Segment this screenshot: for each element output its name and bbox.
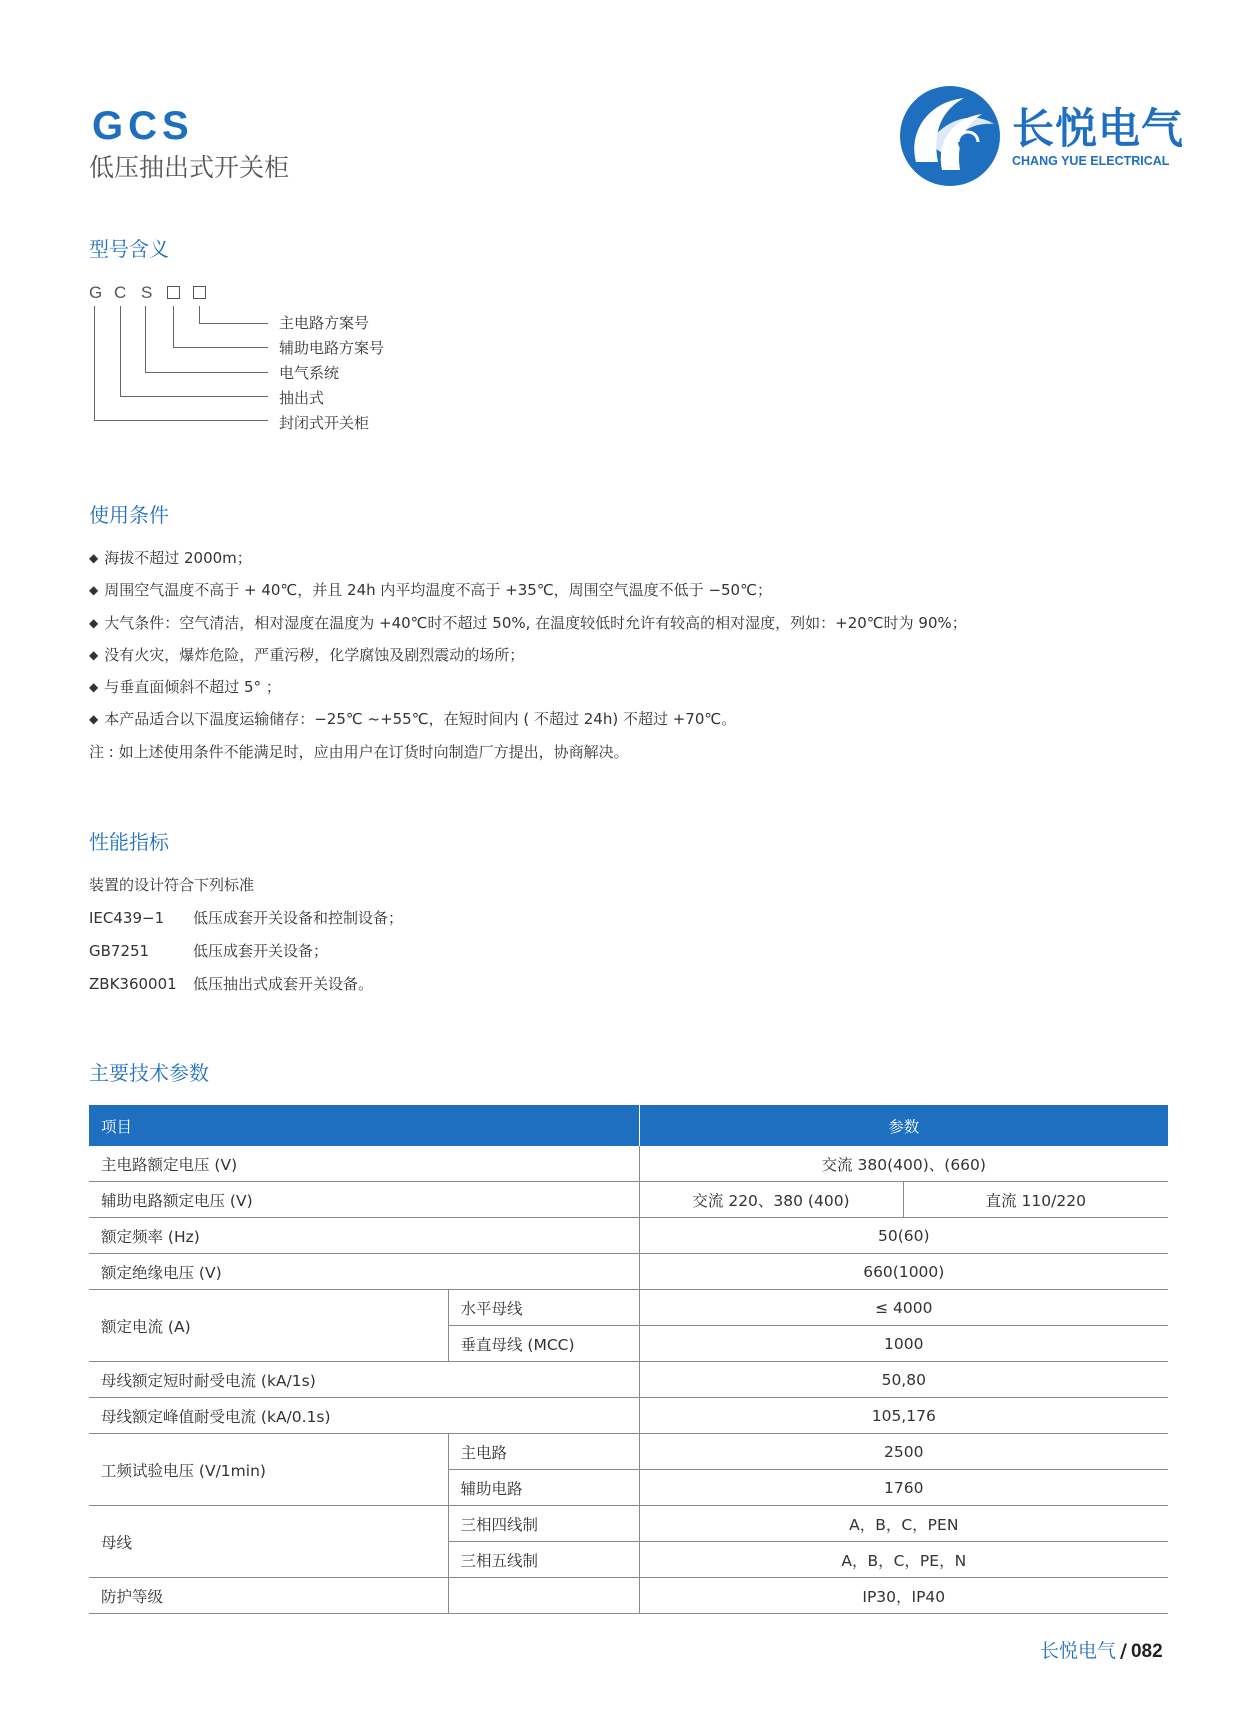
company-name-en: CHANG YUE ELECTRICAL: [1012, 154, 1170, 168]
table-header-row: [89, 1105, 1168, 1146]
param-label: 工频试验电压 (V/1min): [89, 1434, 448, 1506]
param-value: 50(60): [639, 1218, 1168, 1254]
model-label-main-circuit: 主电路方案号: [279, 314, 370, 332]
param-label: 主电路额定电压 (V): [89, 1146, 639, 1182]
tree-line: [173, 306, 174, 348]
param-label: 母线额定短时耐受电流 (kA/1s): [89, 1362, 639, 1398]
param-value: 50,80: [639, 1362, 1168, 1398]
code-placeholder-box: [193, 286, 206, 299]
table-header-value: 参数: [639, 1105, 1168, 1146]
company-name-cn: 长悦电气: [1012, 104, 1185, 153]
standard-code: GB7251: [89, 942, 150, 960]
tree-line: [199, 306, 200, 324]
tree-line: [199, 323, 268, 324]
tree-line: [173, 347, 268, 348]
standard-code: IEC439−1: [89, 909, 165, 927]
param-sublabel: 辅助电路: [448, 1470, 639, 1506]
param-label: 防护等级: [89, 1578, 448, 1614]
section-title-conditions: 使用条件: [89, 503, 169, 527]
param-value: IP30，IP40: [639, 1578, 1168, 1614]
param-sublabel: 主电路: [448, 1434, 639, 1470]
tree-line: [120, 306, 121, 397]
standard-desc: 低压成套开关设备；: [193, 942, 329, 960]
standards-intro: 装置的设计符合下列标准: [89, 876, 255, 894]
table-row: [89, 1182, 1168, 1218]
code-letter-c: C: [114, 283, 127, 302]
table-row: [89, 1398, 1168, 1434]
condition-item: ◆ 周围空气温度不高于 + 40℃，并且 24h 内平均温度不高于 +35℃，周围空气温度不低于 −50℃；: [89, 581, 772, 599]
param-label: 母线额定峰值耐受电流 (kA/0.1s): [89, 1398, 639, 1434]
param-sublabel: 水平母线: [448, 1290, 639, 1326]
param-label: 辅助电路额定电压 (V): [89, 1182, 639, 1218]
tree-line: [120, 396, 268, 397]
param-label: 额定绝缘电压 (V): [89, 1254, 639, 1290]
table-row: [89, 1254, 1168, 1290]
table-header-item: 项目: [89, 1105, 639, 1146]
product-subtitle: 低压抽出式开关柜: [89, 153, 290, 182]
condition-item: ◆ 与垂直面倾斜不超过 5° ；: [89, 678, 281, 696]
param-value: 2500: [639, 1434, 1168, 1470]
tree-line: [94, 306, 95, 421]
param-value: 直流 110/220: [903, 1182, 1168, 1218]
table-row: [89, 1218, 1168, 1254]
table-row: [89, 1506, 1168, 1542]
param-value: 105,176: [639, 1398, 1168, 1434]
model-label-electrical-system: 电气系统: [279, 364, 340, 382]
tree-line: [94, 420, 268, 421]
table-row: [89, 1290, 1168, 1326]
parameters-table: [89, 1105, 1168, 1614]
standard-desc: 低压成套开关设备和控制设备；: [193, 909, 404, 927]
model-label-drawout: 抽出式: [279, 389, 325, 407]
param-value: 1760: [639, 1470, 1168, 1506]
param-sublabel-empty: [448, 1578, 639, 1614]
param-value: ≤ 4000: [639, 1290, 1168, 1326]
tree-line: [145, 372, 268, 373]
param-sublabel: 垂直母线 (MCC): [448, 1326, 639, 1362]
model-label-enclosed: 封闭式开关柜: [279, 414, 370, 432]
table-row: [89, 1434, 1168, 1470]
product-model: GCS: [92, 104, 194, 148]
page-footer: [1040, 1638, 1163, 1665]
code-letter-s: S: [141, 283, 153, 302]
condition-item: ◆ 海拔不超过 2000m；: [89, 549, 252, 567]
footer-brand: 长悦电气: [1040, 1640, 1117, 1662]
param-value: 660(1000): [639, 1254, 1168, 1290]
condition-item: ◆ 大气条件：空气清洁，相对湿度在温度为 +40℃时不超过 50%, 在温度较低时允许有较高的相对湿度，列如：+20℃时为 90%；: [89, 614, 967, 632]
page-number: 082: [1130, 1641, 1163, 1662]
param-label: 额定电流 (A): [89, 1290, 448, 1362]
param-sublabel: 三相四线制: [448, 1506, 639, 1542]
code-placeholder-box: [167, 286, 180, 299]
model-label-aux-circuit: 辅助电路方案号: [279, 339, 385, 357]
table-row: [89, 1578, 1168, 1614]
condition-note: 注 : 如上述使用条件不能满足时，应由用户在订货时向制造厂方提出，协商解决。: [89, 743, 629, 761]
param-label: 额定频率 (Hz): [89, 1218, 639, 1254]
param-value: 1000: [639, 1326, 1168, 1362]
param-value: A，B，C，PEN: [639, 1506, 1168, 1542]
table-row: [89, 1362, 1168, 1398]
param-value: 交流 220、380 (400): [639, 1182, 903, 1218]
condition-item: ◆ 本产品适合以下温度运输储存：−25℃ ~+55℃，在短时间内 ( 不超过 24h) 不超过 +70℃。: [89, 710, 737, 728]
standard-code: ZBK360001: [89, 975, 177, 993]
code-letter-g: G: [89, 283, 103, 302]
condition-item: ◆ 没有火灾，爆炸危险，严重污秽，化学腐蚀及剧烈震动的场所；: [89, 646, 525, 664]
company-logo-icon: [898, 84, 1002, 188]
section-title-model-meaning: 型号含义: [89, 237, 169, 261]
param-sublabel: 三相五线制: [448, 1542, 639, 1578]
section-title-performance: 性能指标: [89, 830, 169, 854]
tree-line: [145, 306, 146, 373]
footer-separator: /: [1120, 1640, 1127, 1662]
param-value: 交流 380(400)、(660): [639, 1146, 1168, 1182]
table-row: [89, 1146, 1168, 1182]
param-value: A，B，C，PE，N: [639, 1542, 1168, 1578]
param-label: 母线: [89, 1506, 448, 1578]
standard-desc: 低压抽出式成套开关设备。: [193, 975, 374, 993]
section-title-parameters: 主要技术参数: [89, 1061, 209, 1085]
